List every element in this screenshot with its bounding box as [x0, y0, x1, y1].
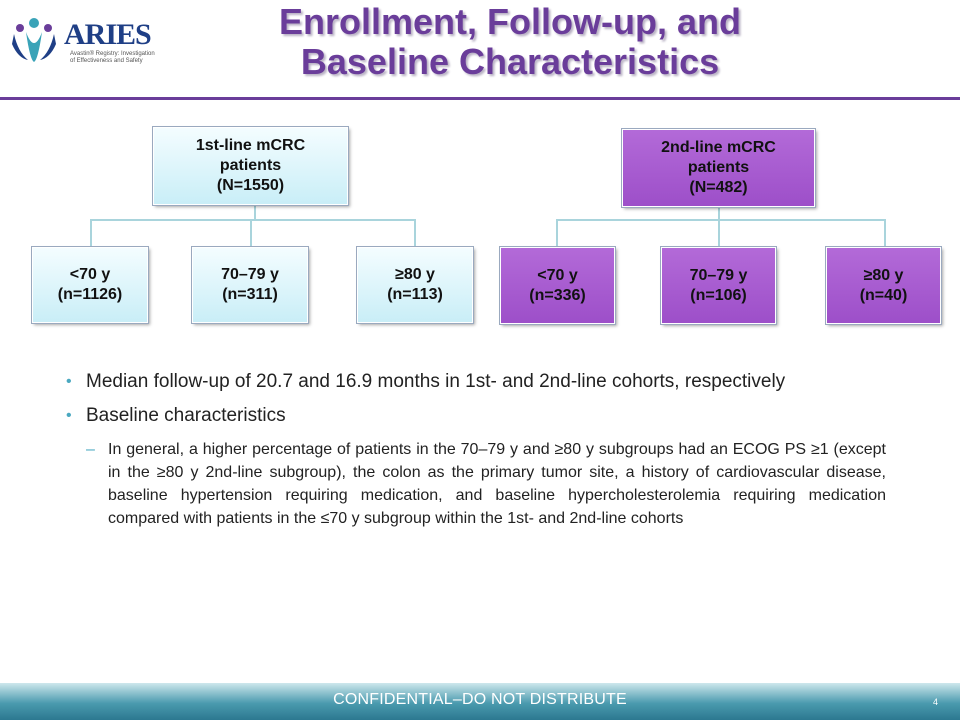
box-line: 1st-line mCRC — [195, 137, 306, 154]
box-line: patients — [687, 159, 750, 176]
first-line-80plus-box — [357, 247, 473, 323]
box-line: 2nd-line mCRC — [661, 139, 776, 156]
first-line-under70-box — [32, 247, 148, 323]
box-line: <70 y — [69, 266, 111, 283]
connector-line — [556, 219, 558, 247]
box-line: patients — [219, 157, 282, 174]
connector-line — [556, 219, 886, 221]
connector-line — [90, 219, 92, 247]
aries-logo — [8, 10, 158, 70]
connector-line — [250, 219, 252, 247]
connector-line — [414, 219, 416, 247]
box-line: (n=106) — [690, 286, 747, 304]
bullet-list — [66, 370, 886, 530]
box-line: (N=482) — [689, 179, 748, 196]
bullet-item — [66, 370, 886, 394]
box-line: 70–79 y — [689, 266, 748, 284]
logo-figures-icon — [8, 14, 60, 66]
sub-bullet-text: In general, a higher percentage of patients in the 70–79 y and ≥80 y subgroups had an ECOG PS ≥1 (except in the ≥80 y 2nd-line subgroup), the colon as the primary tumor site, a history of cardiovascular disease, baseline hypertension requiring medication, and baseline hypercholesterolemia requiring medication compared with patients in the ≤70 y subgroup within the 1st- and 2nd-line cohorts — [108, 441, 886, 527]
box-line: (n=336) — [529, 286, 586, 304]
box-line: <70 y — [537, 266, 578, 284]
box-line: ≥80 y — [863, 266, 904, 284]
first-line-root-box — [153, 127, 348, 205]
second-line-under70-box — [500, 247, 615, 324]
box-line: (N=1550) — [216, 177, 285, 194]
box-line: 70–79 y — [221, 266, 279, 283]
slide-title — [160, 2, 860, 82]
bullet-icon: • — [66, 407, 72, 424]
second-line-80plus-box — [826, 247, 941, 324]
first-line-70to79-box — [192, 247, 308, 323]
sub-bullet-item — [66, 438, 886, 530]
connector-line — [884, 219, 886, 247]
bullet-text: Baseline characteristics — [86, 405, 286, 426]
title-divider — [0, 97, 960, 100]
bullet-icon: • — [66, 373, 72, 390]
box-line: ≥80 y — [395, 266, 435, 283]
bullet-text: Median follow-up of 20.7 and 16.9 months in 1st- and 2nd-line cohorts, respectively — [86, 371, 786, 392]
bullet-item — [66, 404, 886, 428]
second-line-70to79-box — [661, 247, 776, 324]
dash-icon: – — [86, 441, 95, 458]
box-line: (n=113) — [387, 286, 443, 303]
box-line: (n=40) — [859, 286, 908, 304]
title-line-2: Baseline Characteristics — [300, 41, 720, 82]
page-number: 4 — [932, 697, 938, 707]
confidential-notice: CONFIDENTIAL–DO NOT DISTRIBUTE — [333, 691, 627, 708]
logo-subtitle: Avastin® Registry: Investigation of Effectiveness and Safety — [70, 51, 155, 64]
second-line-root-box — [622, 129, 815, 207]
connector-line — [90, 219, 416, 221]
box-line: (n=1126) — [57, 286, 123, 303]
title-line-1: Enrollment, Follow-up, and — [279, 1, 741, 42]
footer-bar — [0, 683, 960, 720]
logo-text: ARIES — [64, 18, 151, 51]
connector-line — [718, 219, 720, 247]
box-line: (n=311) — [222, 286, 278, 303]
